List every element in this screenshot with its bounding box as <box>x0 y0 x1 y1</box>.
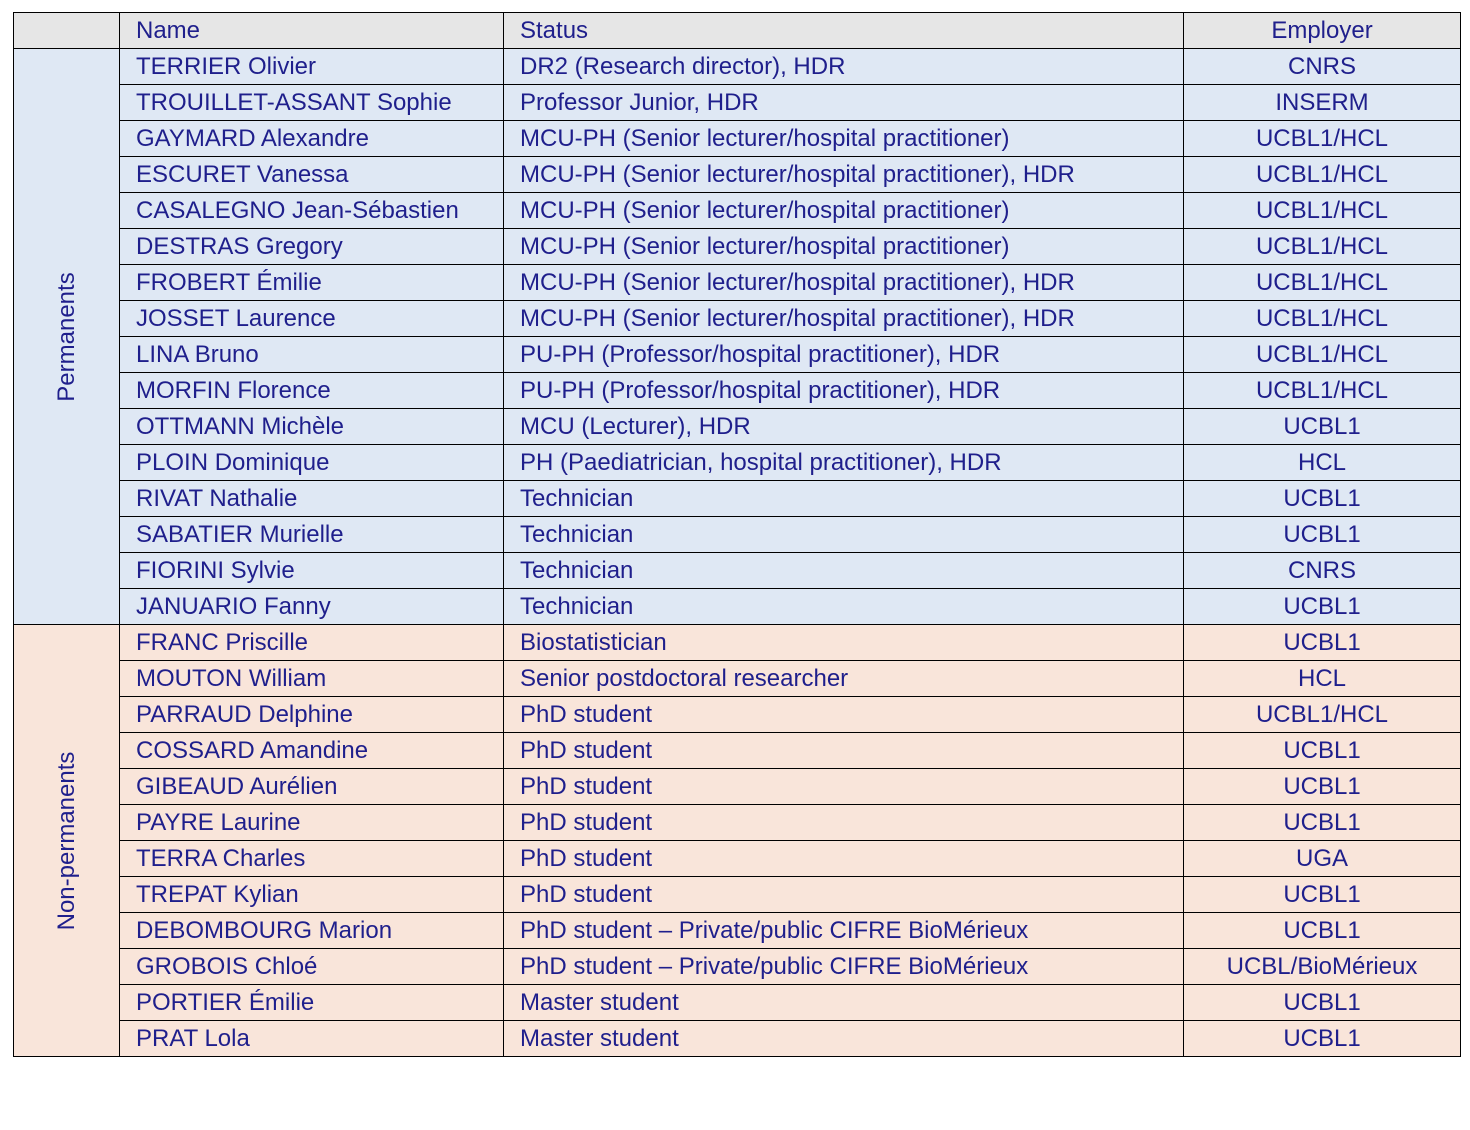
status-cell: PhD student <box>504 697 1184 733</box>
name-cell: RIVAT Nathalie <box>120 481 504 517</box>
employer-cell: UCBL1/HCL <box>1184 265 1461 301</box>
status-cell: PhD student – Private/public CIFRE BioMérieux <box>504 913 1184 949</box>
name-cell: TERRIER Olivier <box>120 49 504 85</box>
header-employer: Employer <box>1184 13 1461 49</box>
name-cell: ESCURET Vanessa <box>120 157 504 193</box>
status-cell: MCU-PH (Senior lecturer/hospital practitioner), HDR <box>504 265 1184 301</box>
status-cell: PH (Paediatrician, hospital practitioner), HDR <box>504 445 1184 481</box>
name-cell: OTTMANN Michèle <box>120 409 504 445</box>
name-cell: PAYRE Laurine <box>120 805 504 841</box>
non-permanents-group <box>14 625 1461 1057</box>
name-cell: PRAT Lola <box>120 1021 504 1057</box>
employer-cell: UCBL/BioMérieux <box>1184 949 1461 985</box>
table-row <box>14 589 1461 625</box>
employer-cell: UCBL1/HCL <box>1184 373 1461 409</box>
employer-cell: UCBL1 <box>1184 517 1461 553</box>
employer-cell: UCBL1 <box>1184 1021 1461 1057</box>
employer-cell: UCBL1/HCL <box>1184 157 1461 193</box>
name-cell: TREPAT Kylian <box>120 877 504 913</box>
name-cell: JANUARIO Fanny <box>120 589 504 625</box>
employer-cell: UCBL1 <box>1184 985 1461 1021</box>
status-cell: MCU (Lecturer), HDR <box>504 409 1184 445</box>
employer-cell: UCBL1 <box>1184 805 1461 841</box>
table-row <box>14 157 1461 193</box>
table-row <box>14 805 1461 841</box>
table-row <box>14 625 1461 661</box>
table-row <box>14 193 1461 229</box>
status-cell: Professor Junior, HDR <box>504 85 1184 121</box>
status-cell: Technician <box>504 553 1184 589</box>
employer-cell: UCBL1/HCL <box>1184 229 1461 265</box>
employer-cell: CNRS <box>1184 49 1461 85</box>
table-row <box>14 301 1461 337</box>
status-cell: MCU-PH (Senior lecturer/hospital practitioner) <box>504 121 1184 157</box>
table-row <box>14 697 1461 733</box>
name-cell: FIORINI Sylvie <box>120 553 504 589</box>
status-cell: PU-PH (Professor/hospital practitioner), HDR <box>504 373 1184 409</box>
name-cell: SABATIER Murielle <box>120 517 504 553</box>
status-cell: MCU-PH (Senior lecturer/hospital practitioner), HDR <box>504 157 1184 193</box>
table-row <box>14 337 1461 373</box>
group-label: Non-permanents <box>52 751 80 930</box>
header-row <box>14 13 1461 49</box>
status-cell: PU-PH (Professor/hospital practitioner), HDR <box>504 337 1184 373</box>
table-row <box>14 373 1461 409</box>
table-row <box>14 517 1461 553</box>
table-row <box>14 913 1461 949</box>
employer-cell: UCBL1/HCL <box>1184 697 1461 733</box>
table-row <box>14 481 1461 517</box>
table-row <box>14 841 1461 877</box>
table-row <box>14 985 1461 1021</box>
employer-cell: UCBL1/HCL <box>1184 301 1461 337</box>
employer-cell: UCBL1 <box>1184 769 1461 805</box>
name-cell: JOSSET Laurence <box>120 301 504 337</box>
group-label: Permanents <box>52 271 80 402</box>
name-cell: GROBOIS Chloé <box>120 949 504 985</box>
table-row <box>14 553 1461 589</box>
group-label-cell <box>14 625 120 1057</box>
table-row <box>14 85 1461 121</box>
table-row <box>14 121 1461 157</box>
name-cell: CASALEGNO Jean-Sébastien <box>120 193 504 229</box>
employer-cell: UCBL1 <box>1184 481 1461 517</box>
header-status: Status <box>504 13 1184 49</box>
table-row <box>14 229 1461 265</box>
status-cell: Technician <box>504 589 1184 625</box>
name-cell: COSSARD Amandine <box>120 733 504 769</box>
employer-cell: UCBL1 <box>1184 913 1461 949</box>
table-row <box>14 49 1461 85</box>
employer-cell: UCBL1 <box>1184 625 1461 661</box>
status-cell: Technician <box>504 517 1184 553</box>
status-cell: PhD student <box>504 733 1184 769</box>
name-cell: PARRAUD Delphine <box>120 697 504 733</box>
status-cell: PhD student <box>504 769 1184 805</box>
employer-cell: HCL <box>1184 445 1461 481</box>
status-cell: Master student <box>504 1021 1184 1057</box>
employer-cell: UCBL1/HCL <box>1184 121 1461 157</box>
name-cell: MORFIN Florence <box>120 373 504 409</box>
status-cell: PhD student <box>504 877 1184 913</box>
name-cell: TROUILLET-ASSANT Sophie <box>120 85 504 121</box>
status-cell: DR2 (Research director), HDR <box>504 49 1184 85</box>
employer-cell: UCBL1 <box>1184 733 1461 769</box>
table-row <box>14 445 1461 481</box>
status-cell: Technician <box>504 481 1184 517</box>
status-cell: Biostatistician <box>504 625 1184 661</box>
employer-cell: UCBL1/HCL <box>1184 337 1461 373</box>
status-cell: Master student <box>504 985 1184 1021</box>
table-row <box>14 661 1461 697</box>
table-row <box>14 877 1461 913</box>
employer-cell: UCBL1 <box>1184 877 1461 913</box>
permanents-group <box>14 49 1461 625</box>
status-cell: MCU-PH (Senior lecturer/hospital practitioner) <box>504 229 1184 265</box>
name-cell: FRANC Priscille <box>120 625 504 661</box>
table-row <box>14 769 1461 805</box>
name-cell: LINA Bruno <box>120 337 504 373</box>
status-cell: Senior postdoctoral researcher <box>504 661 1184 697</box>
status-cell: MCU-PH (Senior lecturer/hospital practitioner) <box>504 193 1184 229</box>
employer-cell: UCBL1 <box>1184 409 1461 445</box>
employer-cell: UCBL1/HCL <box>1184 193 1461 229</box>
name-cell: GAYMARD Alexandre <box>120 121 504 157</box>
header-group <box>14 13 120 49</box>
employer-cell: CNRS <box>1184 553 1461 589</box>
name-cell: DESTRAS Gregory <box>120 229 504 265</box>
status-cell: PhD student <box>504 805 1184 841</box>
table-row <box>14 265 1461 301</box>
name-cell: GIBEAUD Aurélien <box>120 769 504 805</box>
table-row <box>14 733 1461 769</box>
name-cell: TERRA Charles <box>120 841 504 877</box>
name-cell: PORTIER Émilie <box>120 985 504 1021</box>
table-row <box>14 1021 1461 1057</box>
status-cell: MCU-PH (Senior lecturer/hospital practitioner), HDR <box>504 301 1184 337</box>
employer-cell: HCL <box>1184 661 1461 697</box>
employer-cell: UGA <box>1184 841 1461 877</box>
employer-cell: UCBL1 <box>1184 589 1461 625</box>
name-cell: FROBERT Émilie <box>120 265 504 301</box>
table-row <box>14 409 1461 445</box>
group-label-cell <box>14 49 120 625</box>
status-cell: PhD student – Private/public CIFRE BioMérieux <box>504 949 1184 985</box>
status-cell: PhD student <box>504 841 1184 877</box>
table-row <box>14 949 1461 985</box>
staff-table <box>13 12 1461 1057</box>
name-cell: MOUTON William <box>120 661 504 697</box>
employer-cell: INSERM <box>1184 85 1461 121</box>
name-cell: PLOIN Dominique <box>120 445 504 481</box>
header-name: Name <box>120 13 504 49</box>
name-cell: DEBOMBOURG Marion <box>120 913 504 949</box>
